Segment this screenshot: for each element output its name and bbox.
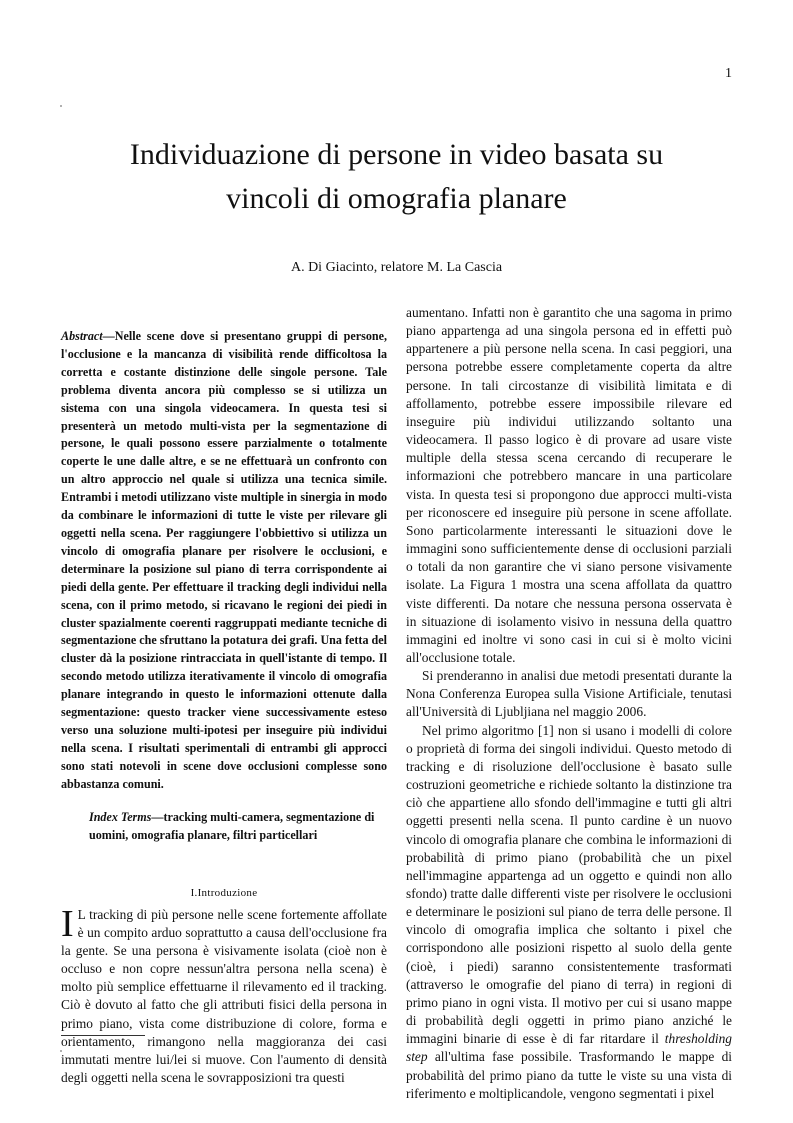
title-line-2: vincoli di omografia planare bbox=[226, 182, 567, 215]
intro-paragraph bbox=[61, 902, 387, 1088]
paper-title bbox=[60, 133, 733, 221]
title-line-1: Individuazione di persone in video basata su bbox=[129, 138, 664, 171]
intro-body: L tracking di più persone nelle scene fortemente affollate è un compito arduo soprattutto a causa dell'occlusione fra la gente. Se una persona è visivamente isolata (cioè non è occluso e non copre nessun'altra persona nella scena) è molto più semplice effettuarne il rilevamento ed il tracking. Ciò è dovuto al fatto che gli attributi fisici della persona in primo piano, vista come distribuzione di colore, forma e orientamento, rimangono nella maggioranza dei casi immutati mentre lui/lei si muove. Con l'aumento di densità degli oggetti nella scena le sovrapposizioni tra questi bbox=[61, 906, 387, 1085]
drop-cap: I bbox=[61, 902, 74, 945]
thresholding-step-term: thresholding step bbox=[406, 1031, 732, 1065]
margin-mark bbox=[60, 1050, 62, 1052]
margin-mark bbox=[60, 105, 62, 107]
page-number: 1 bbox=[725, 66, 732, 81]
body-paragraph-2: Si prenderanno in analisi due metodi presentati durante la Nona Conferenza Europea sulla Visione Artificiale, tenutasi all'Università di Ljubljiana nel maggio 2006. bbox=[406, 668, 732, 720]
right-column bbox=[406, 304, 732, 1103]
section-heading: I.Introduzione bbox=[190, 886, 258, 899]
abstract bbox=[61, 328, 387, 794]
body-paragraph-3 bbox=[406, 722, 732, 1103]
left-column bbox=[61, 328, 387, 1087]
index-terms bbox=[61, 808, 387, 844]
authors: A. Di Giacinto, relatore M. La Cascia bbox=[290, 260, 503, 275]
index-terms-lead: Index Terms bbox=[89, 809, 152, 824]
footnote-rule bbox=[61, 1035, 145, 1036]
abstract-lead: Abstract bbox=[61, 329, 103, 343]
abstract-body: —Nelle scene dove si presentano gruppi di persone, l'occlusione e la mancanza di visibilità rende difficoltosa la corretta e costante distinzione delle singole persone. Tale problema diventa ancora più complesso se si utilizza un sistema con una singola videocamera. In questa tesi si presenterà un metodo multi-vista per la segmentazione di persone, le quali possono essere parzialmente o totalmente coperte le une dalle altre, e se ne effettuarà un confronto con un altro approccio nel quale si utilizza una tecnica simile. Entrambi i metodi utilizzano viste multiple in sinergia in modo da combinare le informazioni di tutte le viste per rilevare gli oggetti nella scena. Per raggiungere l'obbiettivo si utilizza un vincolo di omografia planare per risolvere le occlusioni, e determinare la posizione sul piano di terra corrispondente ai piedi della gente. Per effettuare il tracking degli individui nella scena, con il primo metodo, si ricavano le regioni dei piedi in cluster spazialmente coerenti raggruppati mediante tecniche di segmentazione che sfruttano la potatura dei grafi. Una fetta del cluster dà la posizione rintracciata in quell'istante di tempo. Il secondo metodo utilizza iterativamente il vincolo di omografia planare integrando in questo le informazioni ottenute dalla segmentazione: questo tracker viene successivamente esteso verso una soluzione multi-ipotesi per inseguire più individui nella scena. I risultati sperimentali di entrambi gli approcci sono stati notevoli in scene dove occlusioni complesse sono abbastanza comuni. bbox=[61, 329, 387, 791]
index-terms-body: —tracking multi-camera, segmentazione di uomini, omografia planare, filtri particellari bbox=[89, 809, 375, 842]
body-paragraph-1: aumentano. Infatti non è garantito che una sagoma in primo piano appartenga ad una singola persona ed in effetti può appartenere a più persone nella scena. In casi peggiori, una persona potrebbe essere completamente coperta da altre persone. In tali circostanze di visibilità limitata e di affollamento, potrebbe essere impossibile rilevare ed inseguire più individui utilizzando soltanto una videocamera. Il passo logico è di provare ad usare viste multiple della stessa scena cercando di recuperare le informazioni che potrebbero mancare in una particolare vista. In questa tesi si propongono due approcci multi-vista per riconoscere ed inseguire più persone in scene affollate. Sono particolarmente interessanti le situazioni dove le immagini sono sufficientemente dense di occlusioni parziali o totali da non garantire che vi siano persone visivamente isolate. La Figura 1 mostra una scena affollata da quattro viste differenti. Da notare che nessuna persona osservata è in situazione di isolamento visivo in nessuna della quattro immagini ed inoltre vi sono casi in cui si è molto vicini all'occlusione totale. bbox=[406, 305, 732, 665]
body-paragraph-3-b: all'ultima fase possibile. Trasformando le mappe di probabilità del primo piano da tutte le viste su una vista di riferimento e moltiplicandole, vengono segmentati i pixel bbox=[406, 1049, 732, 1101]
body-paragraph-3-a: Nel primo algoritmo [1] non si usano i modelli di colore o proprietà di forma dei singoli individui. Questo metodo di tracking e di risoluzione dell'occlusione è basato sulle costruzioni geometriche e richiede soltanto la distinzione tra ciò che appartiene allo sfondo dell'immagine e tutti gli altri oggetti presenti nella scena. Il punto cardine è un nuovo vincolo di omografia planare che combina le informazioni di probabilità di primo piano (probabilità che un pixel nell'immagine appartenga ad un oggetto e quindi non allo sfondo) tratte dalle differenti viste per risolvere le occlusioni e determinare le posizioni sul piano de terra delle persone. Il vincolo di omografia implica che soltanto i pixel che corrispondono alle posizioni rispetto al suolo della gente (cioè, i piedi) saranno consistentemente trasformati (attraverso le omografie del piano di terra) in regioni di primo piano in ogni vista. Il motivo per cui si usano mappe di probabilità degli oggetti in primo piano anziché le immagini binarie di esse è di far ritardare il bbox=[406, 722, 732, 1047]
